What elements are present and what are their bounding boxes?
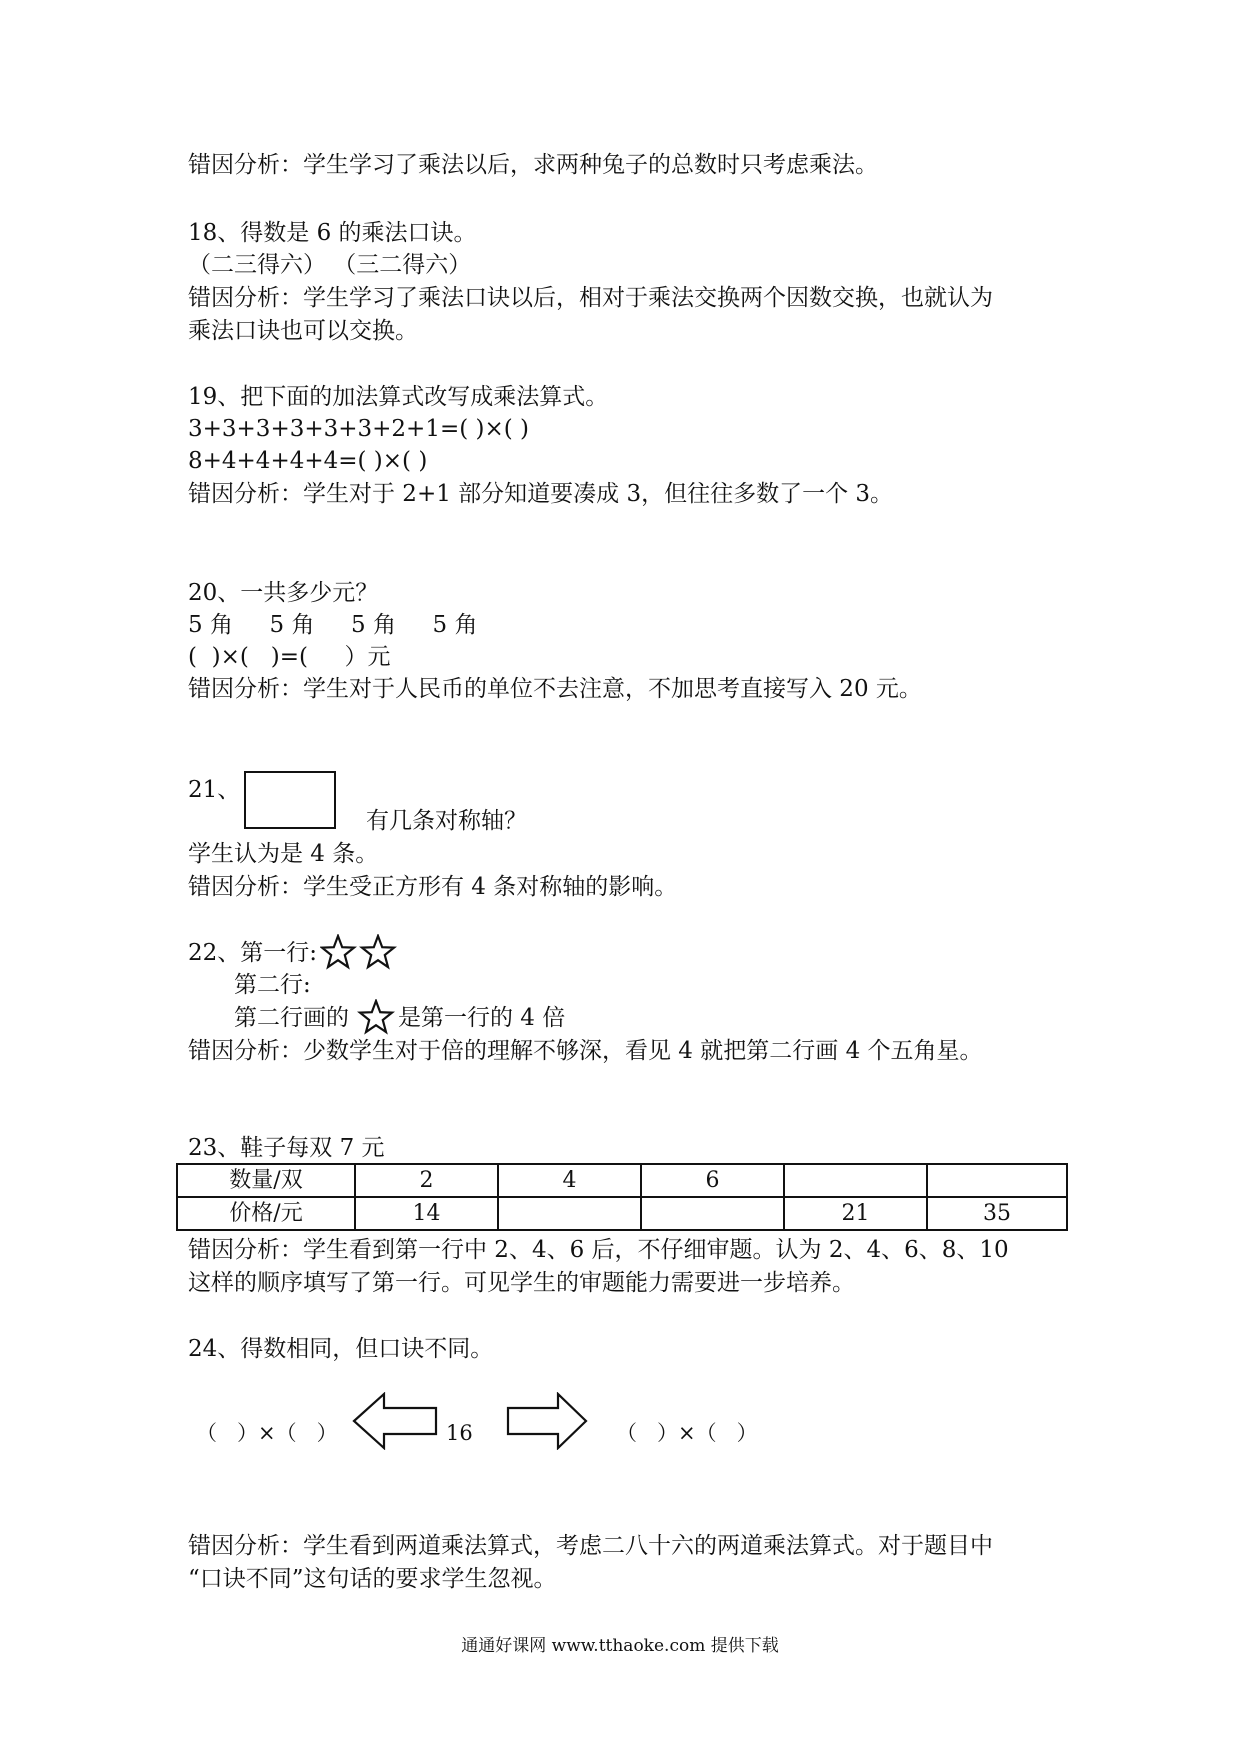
table-cell: 数量/双 xyxy=(177,1164,355,1197)
q21-student-answer: 学生认为是 4 条。 xyxy=(188,841,379,867)
table-cell: 2 xyxy=(355,1164,498,1197)
q23-analysis-line2: 这样的顺序填写了第一行。可见学生的审题能力需要进一步培养。 xyxy=(188,1270,855,1296)
q23-analysis-line1: 错因分析：学生看到第一行中 2、4、6 后，不仔细审题。认为 2、4、6、8、10 xyxy=(188,1237,1009,1263)
q18-analysis-line1: 错因分析：学生学习了乘法口诀以后，相对于乘法交换两个因数交换，也就认为 xyxy=(188,285,993,311)
table-cell: 4 xyxy=(498,1164,641,1197)
left-arrow-icon xyxy=(352,1392,438,1450)
price-table xyxy=(176,1163,1068,1231)
q24-analysis-line2: “口诀不同”这句话的要求学生忽视。 xyxy=(188,1566,557,1592)
q22-row2-label: 第二行: xyxy=(234,972,311,998)
table-cell xyxy=(784,1164,927,1197)
table-row xyxy=(177,1164,1067,1197)
table-cell: 21 xyxy=(784,1197,927,1230)
q21-question: 有几条对称轴？ xyxy=(366,808,527,834)
rectangle-figure xyxy=(244,771,336,829)
q19-expr2: 8+4+4+4+4=( )×( ) xyxy=(188,448,428,474)
table-row xyxy=(177,1197,1067,1230)
q18-question: 18、得数是 6 的乘法口诀。 xyxy=(188,220,477,246)
q20-analysis: 错因分析：学生对于人民币的单位不去注意，不加思考直接写入 20 元。 xyxy=(188,676,922,702)
q22-row3-suffix: 是第一行的 4 倍 xyxy=(398,1005,566,1031)
q22-row3-prefix: 第二行画的 xyxy=(234,1005,349,1031)
q19-expr1: 3+3+3+3+3+3+2+1=( )×( ) xyxy=(188,416,530,442)
table-cell: 价格/元 xyxy=(177,1197,355,1230)
table-cell xyxy=(641,1197,784,1230)
q24-question: 24、得数相同，但口诀不同。 xyxy=(188,1336,494,1362)
q18-analysis-line2: 乘法口诀也可以交换。 xyxy=(188,318,418,344)
table-cell: 14 xyxy=(355,1197,498,1230)
q19-question: 19、把下面的加法算式改写成乘法算式。 xyxy=(188,384,609,410)
table-cell xyxy=(927,1164,1067,1197)
q20-blank: ( )×( )=( ）元 xyxy=(188,644,391,670)
q20-question: 20、一共多少元？ xyxy=(188,580,379,606)
q21-analysis: 错因分析：学生受正方形有 4 条对称轴的影响。 xyxy=(188,874,678,900)
star-pair-icon xyxy=(320,934,400,970)
q20-items: 5 角 5 角 5 角 5 角 xyxy=(188,612,478,638)
q22-analysis: 错因分析：少数学生对于倍的理解不够深，看见 4 就把第二行画 4 个五角星。 xyxy=(188,1038,983,1064)
q24-right-blank: （ ）×（ ） xyxy=(616,1421,758,1445)
table-cell xyxy=(498,1197,641,1230)
q23-question: 23、鞋子每双 7 元 xyxy=(188,1135,385,1161)
q22-row1-label: 22、第一行: xyxy=(188,940,318,966)
right-arrow-icon xyxy=(506,1392,588,1450)
table-cell: 6 xyxy=(641,1164,784,1197)
q19-analysis: 错因分析：学生对于 2+1 部分知道要凑成 3，但往往多数了一个 3。 xyxy=(188,481,894,507)
q24-left-blank: （ ）×（ ） xyxy=(196,1421,338,1445)
q21-number: 21、 xyxy=(188,777,241,803)
q24-center-value: 16 xyxy=(446,1421,473,1445)
q18-answer: （二三得六） （三二得六） xyxy=(188,252,472,278)
table-cell: 35 xyxy=(927,1197,1067,1230)
star-icon xyxy=(356,999,396,1035)
page-footer: 通通好课网 www.tthaoke.com 提供下载 xyxy=(461,1636,779,1656)
q17-analysis: 错因分析：学生学习了乘法以后，求两种兔子的总数时只考虑乘法。 xyxy=(188,152,878,178)
star-icon xyxy=(362,936,394,967)
q24-analysis-line1: 错因分析：学生看到两道乘法算式，考虑二八十六的两道乘法算式。对于题目中 xyxy=(188,1533,993,1559)
star-icon xyxy=(322,936,354,967)
